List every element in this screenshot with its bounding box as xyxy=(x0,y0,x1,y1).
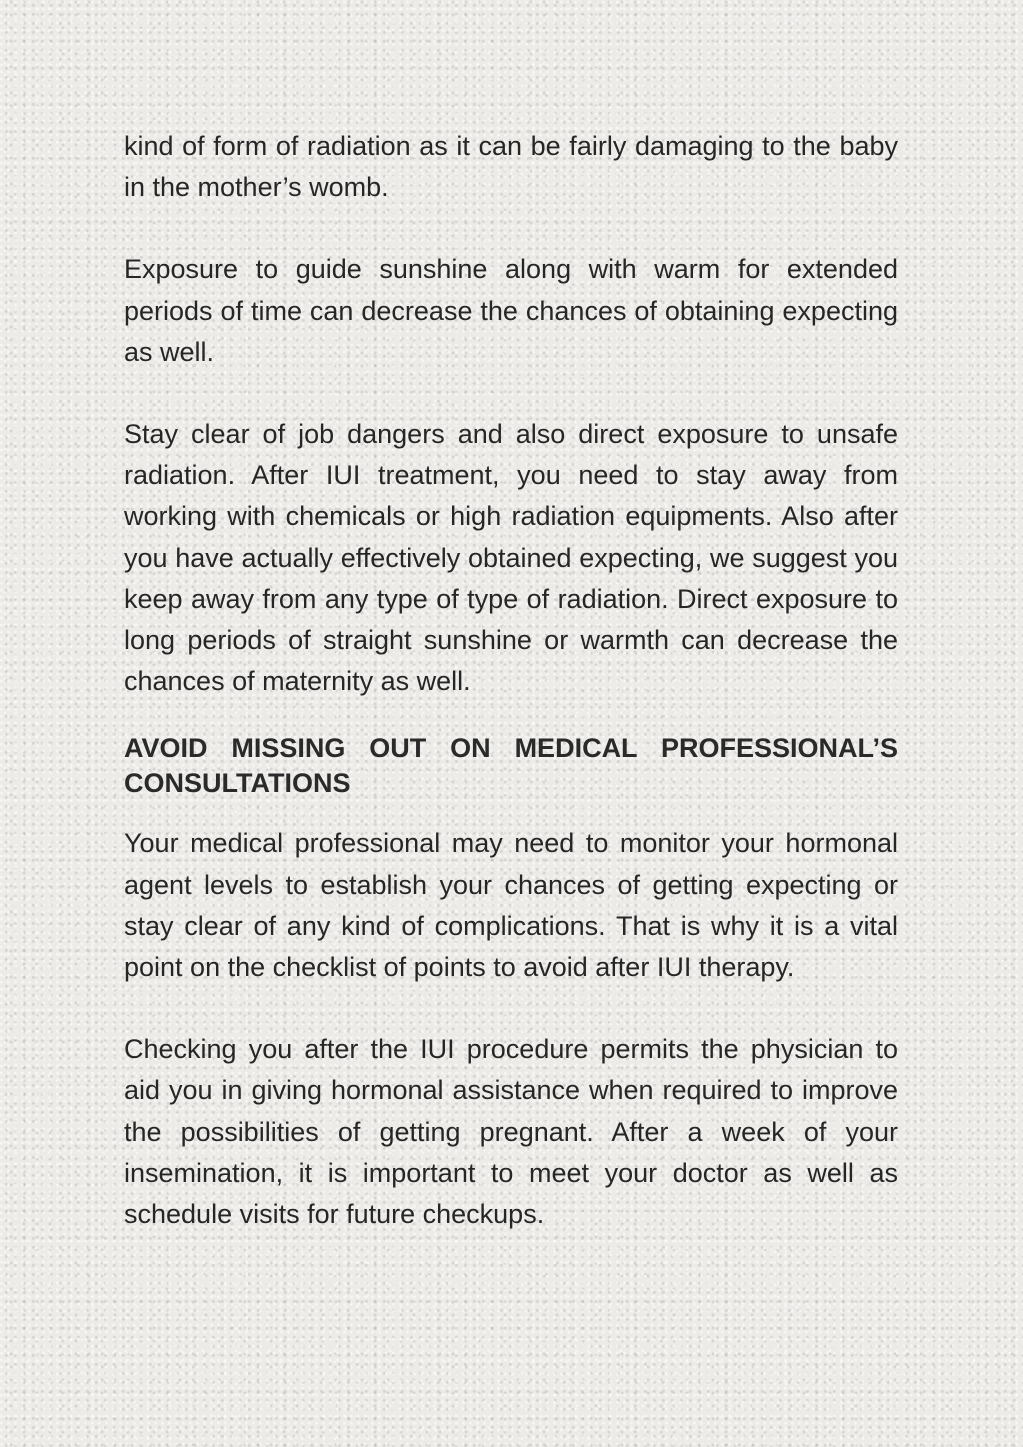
paragraph-job-dangers: Stay clear of job dangers and also direct exposure to unsafe radiation. After IUI treatment, you need to stay away from working with chemicals or high radiation equipments. Also after you have actually effectively obtained expecting, we suggest you keep away from any type of type of radiation. Direct exposure to long periods of straight sunshine or warmth can decrease the chances of maternity as well. xyxy=(124,419,898,697)
paragraph-checkups: Checking you after the IUI procedure permits the physician to aid you in giving hormonal assistance when required to improve the possibilities of getting pregnant. After a week of your insemination, it is important to meet your doctor as well as schedule visits for future checkups. xyxy=(124,1034,898,1230)
paragraph-sunshine-exposure: Exposure to guide sunshine along with warm for extended periods of time can decrease the chances of obtaining expecting as well. xyxy=(124,254,898,367)
section-heading: AVOID MISSING OUT ON MEDICAL PROFESSIONAL’S CONSULTATIONS xyxy=(124,733,898,799)
paragraph-radiation-damage: kind of form of radiation as it can be fairly damaging to the baby in the mother’s womb. xyxy=(124,131,898,203)
paragraph-hormone-monitoring: Your medical professional may need to monitor your hormonal agent levels to establish your chances of getting expecting or stay clear of any kind of complications. That is why it is a vital point on the checklist of points to avoid after IUI therapy. xyxy=(124,828,898,983)
document-body xyxy=(124,126,898,1235)
